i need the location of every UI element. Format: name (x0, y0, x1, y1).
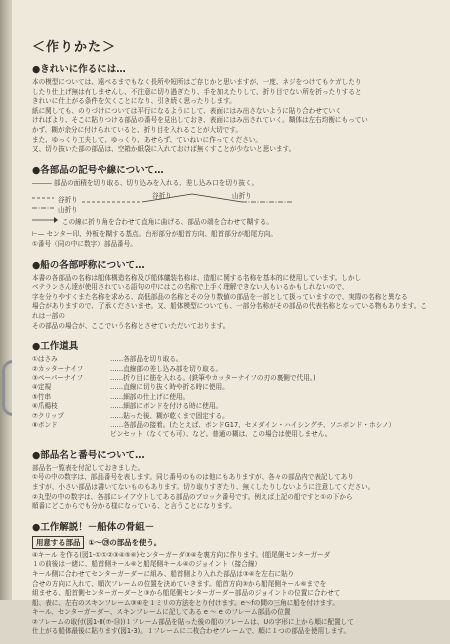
section-parts (32, 447, 427, 512)
page-content (32, 36, 427, 644)
intro-line: ければより、そこに貼りつける部品の番号を見出しておき、表面にはみ出されていく。糊体は左右均衡にもってい (32, 116, 368, 125)
section-build (32, 519, 427, 637)
parts-heading: ●部品名と番号について… (32, 449, 145, 461)
tool-item: ③ペーパーナイフ ……折り目に筋を入れる。(鉄筆やカッターナイフの刃の裏側で代用。) (32, 373, 316, 382)
intro-line: 本の模型については、遠べるまでもなく長所や短所はご存じかと思いますが、一度、ネジをつけてもケガしたり (32, 78, 362, 86)
book-spine (0, 0, 12, 600)
tool-item: ⑥爪楊枝 ……細部にボンドを付ける時に使用。 (32, 402, 223, 411)
ship-terms-heading: ●船の各部呼称について… (32, 259, 145, 271)
build-step-line: ②フレームの取付(図1-Ⅱ(⑦-⑭))１フレーム部品を貼った後の船のフレームは、Uの字形に上から順に配置して (32, 617, 354, 626)
ship-terms-line: 字を分りやすくまた名称を求める、高低部品の名称とその分り数値の部品を一部として扱っていますので、実際の名称と異なる (32, 292, 408, 301)
tools-heading: ●工作道具 (32, 341, 79, 353)
build-step-line: キール、センターガーダー、スキンフレームに記してある e ～ e のフレーム部品の位置 (32, 608, 291, 617)
symbols-cut-line: ――― 部品の面積を切り取る、切り込みを入れる、差し込み口を切り抜く。 (32, 178, 259, 187)
parts-line: ますが、小さい部品は書いてないものもあります。切り取りすぎたり、無くしたりしないように注意してください。 (32, 482, 375, 491)
build-step-line: ④キール を作る(図1-①①②③④⑤⑥)センターガーダ③④を裏方向に作ります。(船尾側センターガーダ (32, 550, 331, 559)
section-symbols (32, 162, 427, 250)
ship-terms-line: ベテランさん達が使用されている語句の中にはこの名称で上手く理解できない人もいるかもしれないので、 (32, 283, 349, 292)
parts-line: ①号の中の数字は、部品番号を表します。同じ番号のものは他にもありますが、各々の部品内で表記してあり (32, 473, 354, 482)
intro-line: 紙に関しても、のりづけについては平行になるようにして、表面にはみ出さないように貼り合わせていく (32, 106, 342, 115)
build-heading: ●工作解説！－船体の骨組－ (32, 521, 155, 533)
symbols-angle-line: この線に折り角を合わせて直角に曲げる、部品の端を合わせて糊する。 (62, 218, 273, 227)
section-tools (32, 338, 427, 440)
symbols-heading: ●各部品の記号や線について… (32, 164, 164, 176)
fold-line-diagram (32, 190, 427, 228)
ship-terms-line: その部品の場合が、ここでいう名称とさせていただいております。 (32, 321, 230, 330)
parts-line: 順番にどこからでも分かる様になっている、と言うことになります。 (32, 502, 236, 511)
ship-terms-line: 本書の各部品の名称は船体構造名称及び船体艤装名称は、造船に関する名称を基本的に使用しています。しかし (32, 273, 362, 282)
intro-line: 又、切り抜いた部の部品は、空箱か紙袋に入れておけば無くすことが少ないと思います。 (32, 145, 296, 154)
valley-fold-diagram-label: 谷折り (152, 192, 172, 201)
tool-item: ⑧ボンド ……各部品の接着。(たとえば、ボンドG17、セメダイン・ハイシングチ、ソニボンド・ホシノ） (32, 420, 396, 429)
solid-line-symbol: ――― (32, 178, 54, 187)
required-parts-box: 用意する部品 (32, 536, 84, 549)
parts-line: ②丸型の中の数字は、各部にレイアウトしてある部品のブロック番号です。例えば上記の船ですと①の下から (32, 492, 353, 501)
parts-line: 部品名一覧表を付記しておきました。 (32, 463, 145, 472)
build-step-line: 船、表に、左右のスキンフレーム③④を１ミリの方法をとり付けます。e～fの間の三角に船を付けます。 (32, 598, 339, 607)
mountain-fold-label: 山折り (58, 206, 78, 215)
center-mark-icon: ⊢— (32, 230, 45, 239)
tool-item: ④定規 ……直線に切り抜く時や折る時に使用。 (32, 383, 229, 392)
tool-item: ①はさみ ……各部品を切り取る。 (32, 355, 183, 364)
tool-item: ⑦クリップ ……貼った後、糊が乾くまで固定する。 (32, 411, 229, 420)
build-step-line: 組ませる、船首側センターガーダーと③から船尾側センターガーダー部品のジョイントの位置に合わせて (32, 589, 341, 598)
symbols-number-line: ①番号（同の中に数字）部品番号。 (32, 239, 137, 248)
section-intro (32, 61, 427, 155)
document-page (12, 0, 450, 636)
tool-item-tail: ピンセット（なくても可）、など。普通の糊は、この場合は使用しません。 (110, 430, 332, 439)
ship-terms-line: 場合がありますので、了承くださいませ。又、船体模型についても、一部分名称がその部品の代表名称となっている物もあります。これは一部の (32, 302, 427, 320)
build-step-line: キール側に合わせてセンターガーダーに組み、船首側より入れた部品は③④を左右に貼り (32, 569, 295, 578)
build-step-line: 仕上がる船体最後に貼ります(図1-3)。１フレームに二枚合わせフレームで、順に１つの部品を使用します。 (32, 627, 351, 636)
build-step-line: 合せの方向に入れて、順次フレームの位置を決めていきます。船首方向③から船尾側キール⑥までを (32, 579, 327, 588)
build-subheading: 用意する部品 ①～㉙の部品を使う。 (32, 536, 427, 549)
valley-fold-label: 谷折り (58, 196, 78, 205)
symbols-center-line: ⊢— センター印、外板を糊する基点。台形部分が船首方向、船首部分が船尾方向。 (32, 230, 277, 239)
intro-line: かず、糊が余分に付けられていると、折り目を入れることが大切です。 (32, 125, 242, 134)
intro-line: したり仕上げ無は有しませんし、不注意に切り過ぎたり、手を加えたりして、折り目でない所を折ったりすると (32, 87, 362, 96)
section-ship-terms (32, 257, 427, 332)
intro-line: また、ゆっくり工夫して、ゆっくり、あせらず、ていねいに作ってください。 (32, 135, 262, 144)
intro-heading: ●きれいに作るには… (32, 64, 126, 75)
tool-item: ②カッターナイフ ……直線部の差し込み部を切り取る。 (32, 364, 223, 373)
build-step-line: １の前後は一緒に、船首側キール⑥と船尾側キール④のジョイント（接合線） (32, 560, 262, 569)
mountain-fold-diagram-label: 山折り (232, 192, 252, 201)
tool-item: ⑤竹串 ……細部の仕上げに使用。 (32, 392, 190, 401)
page-title: ＜作りかた＞ (32, 40, 117, 55)
intro-line: きれいに仕上がる条件を欠くことになり、引き続く思ったりします。 (32, 97, 236, 106)
